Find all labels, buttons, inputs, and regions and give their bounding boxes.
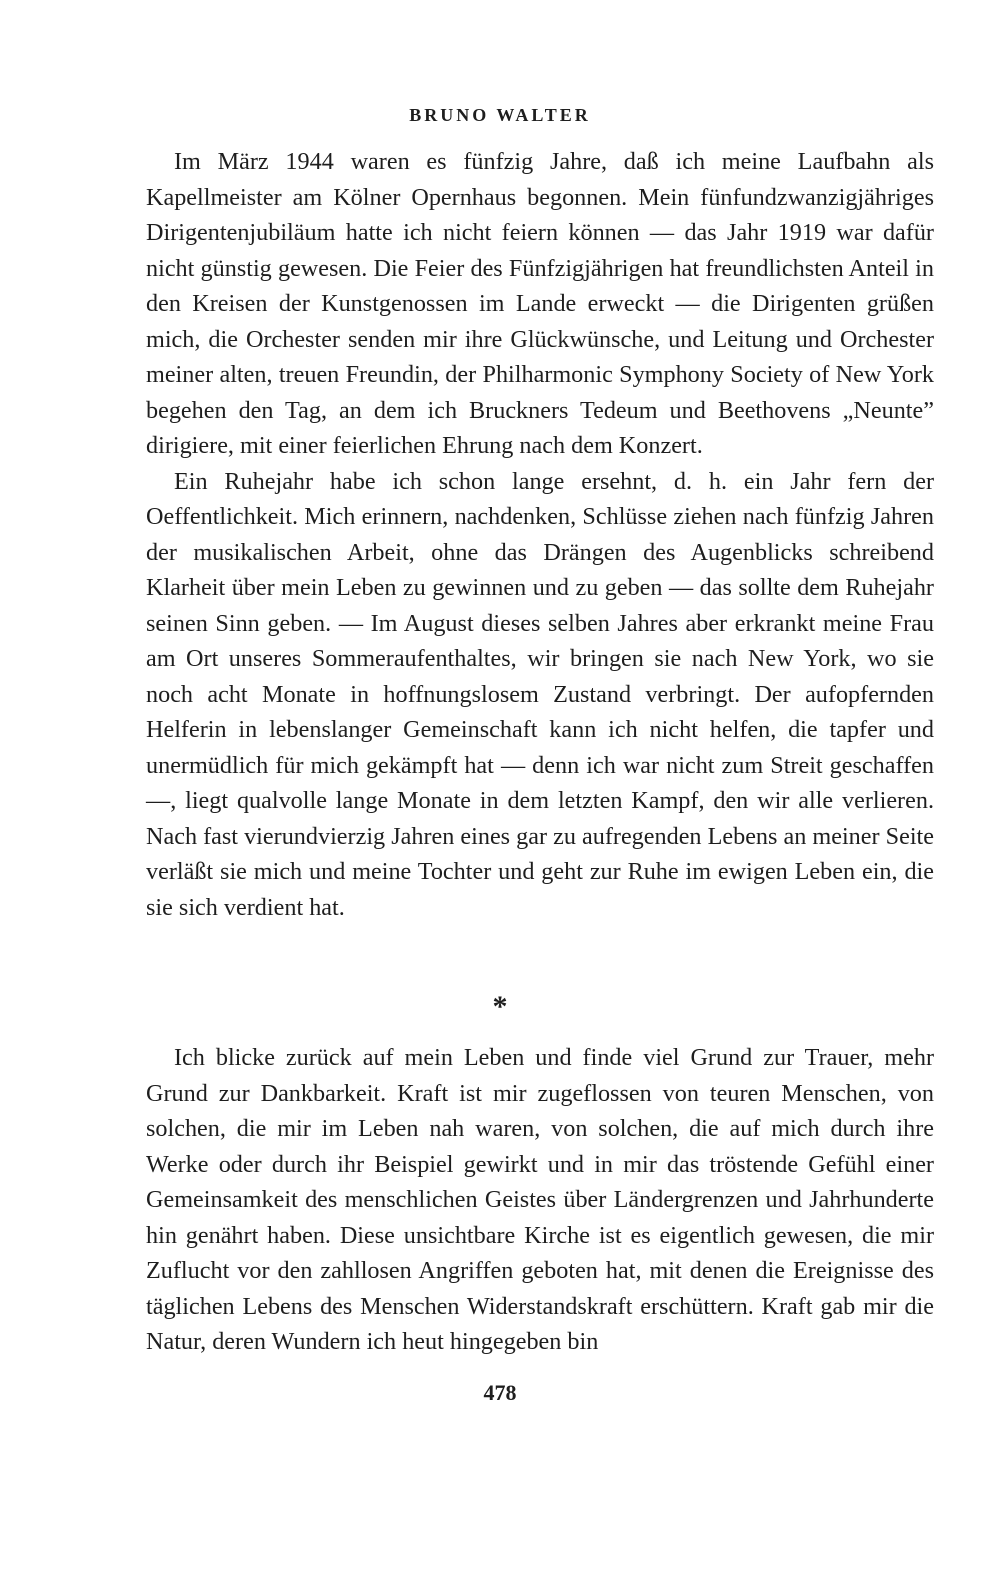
running-head: BRUNO WALTER bbox=[409, 105, 591, 125]
section-separator: * bbox=[492, 990, 508, 1023]
paragraph: Ein Ruhejahr habe ich schon lange ersehnt, d. h. ein Jahr fern der Oeffentlichkeit. Mich erinnern, nachdenken, Schlüsse ziehen nach fünfzig Jahren der musikalischen Arbeit, ohne das Drängen des Augenblicks schreibend Klarheit über mein Leben zu gewinnen und zu geben — das sollte dem Ruhejahr seinen Sinn geben. — Im August dieses selben Jahres aber erkrankt meine Frau am Ort unseres Sommeraufenthaltes, wir bringen sie nach New York, wo sie noch acht Monate in hoffnungslosem Zustand verbringt. Der aufopfernden Helferin in lebenslanger Gemeinschaft kann ich nicht helfen, die tapfer und unermüdlich für mich gekämpft hat — denn ich war nicht zum Streit geschaffen —, liegt qualvolle lange Monate in dem letzten Kampf, den wir alle verlieren. Nach fast vierundvierzig Jahren eines gar zu aufregenden Lebens an meiner Seite verläßt sie mich und meine Tochter und geht zur Ruhe im ewigen Leben ein, die sie sich verdient hat. bbox=[146, 467, 934, 921]
section-1-text bbox=[146, 144, 934, 925]
paragraph: Im März 1944 waren es fünfzig Jahre, daß ich meine Laufbahn als Kapellmeister am Kölner Opernhaus begonnen. Mein fünfundzwanzigjähriges Dirigentenjubiläum hatte ich nicht feiern können — das Jahr 1919 war dafür nicht günstig gewesen. Die Feier des Fünfzigjährigen hat freundlichsten Anteil in den Kreisen der Kunstgenossen im Lande erweckt — die Dirigenten grüßen mich, die Orchester senden mir ihre Glückwünsche, und Leitung und Orchester meiner alten, treuen Freundin, der Philharmonic Symphony Society of New York begehen den Tag, an dem ich Bruckners Tedeum und Beethovens „Neunte” dirigiere, mit einer feierlichen Ehrung nach dem Konzert. bbox=[146, 148, 934, 459]
page-number: 478 bbox=[483, 1380, 517, 1405]
section-2-text bbox=[146, 1040, 934, 1360]
paragraph: Ich blicke zurück auf mein Leben und finde viel Grund zur Trauer, mehr Grund zur Dankbarkeit. Kraft ist mir zugeflossen von teuren Menschen, von solchen, die mir im Leben nah waren, von solchen, die auf mich durch ihre Werke oder durch ihr Beispiel gewirkt und in mir das tröstende Gefühl einer Gemeinsamkeit des menschlichen Geistes über Ländergrenzen und Jahrhunderte hin genährt haben. Diese unsichtbare Kirche ist es eigentlich gewesen, die mir Zuflucht vor den zahllosen Angriffen geboten hat, mit denen die Ereignisse des täglichen Lebens des Menschen Widerstandskraft erschüttern. Kraft gab mir die Natur, deren Wundern ich heut hingegeben bin bbox=[146, 1044, 934, 1355]
